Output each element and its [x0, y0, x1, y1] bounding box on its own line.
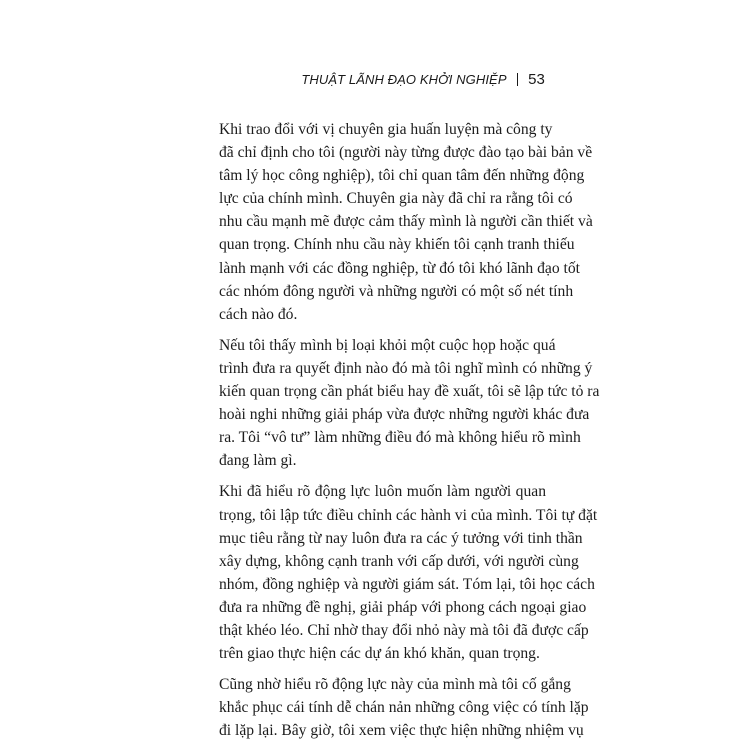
paragraph: [193, 480, 598, 665]
text-line: lực của chính mình. Chuyên gia này đã chỉ ra rằng tôi có: [219, 190, 573, 208]
paragraph: [193, 118, 593, 326]
text-line: đã chỉ định cho tôi (người này từng được đào tạo bài bản về: [219, 144, 593, 162]
text-line: Cũng nhờ hiểu rõ động lực này của mình mà tôi cố gắng: [219, 676, 571, 694]
text-line: hoài nghi những giải pháp vừa được những người khác đưa: [219, 406, 590, 424]
book-title: THUẬT LÃNH ĐẠO KHỞI NGHIỆP: [301, 72, 507, 87]
text-line: quan trọng. Chính nhu cầu này khiến tôi cạnh tranh thiếu: [219, 236, 575, 254]
paragraph: [193, 334, 600, 473]
text-line: Khi đã hiểu rõ động lực luôn muốn làm người quan: [219, 483, 546, 501]
page-number: 53: [528, 71, 545, 88]
text-line: trình đưa ra quyết định nào đó mà tôi nghĩ mình có những ý: [219, 359, 593, 377]
text-line: thật khéo léo. Chỉ nhờ thay đổi nhỏ này mà tôi đã được cấp: [219, 621, 589, 639]
text-line: tâm lý học công nghiệp), tôi chỉ quan tâm đến những động: [219, 167, 585, 185]
text-line: kiến quan trọng cần phát biểu hay đề xuất, tôi sẽ lập tức tỏ ra: [219, 383, 600, 401]
text-line: mục tiêu rằng từ nay luôn đưa ra các ý tưởng với tinh thần: [219, 529, 583, 547]
text-line: đi lặp lại. Bây giờ, tôi xem việc thực hiện những nhiệm vụ: [219, 722, 584, 740]
text-line: đang làm gì.: [219, 452, 297, 470]
text-line: đưa ra những đề nghị, giải pháp với phong cách ngoại giao: [219, 598, 587, 616]
text-line: trọng, tôi lập tức điều chỉnh các hành vi của mình. Tôi tự đặt: [219, 506, 598, 524]
text-line: cách nào đó.: [219, 305, 298, 323]
text-line: Nếu tôi thấy mình bị loại khỏi một cuộc họp hoặc quá: [219, 336, 556, 354]
running-head: [301, 71, 545, 88]
text-line: khắc phục cái tính dễ chán nản những công việc có tính lặp: [219, 699, 589, 717]
text-line: các nhóm đông người và những người có một số nét tính: [219, 282, 574, 300]
text-line: xây dựng, không cạnh tranh với cấp dưới, với người cùng: [219, 552, 579, 570]
text-line: Khi trao đổi với vị chuyên gia huấn luyện mà công ty: [219, 121, 553, 138]
text-line: ra. Tôi “vô tư” làm những điều đó mà không hiểu rõ mình: [219, 429, 581, 447]
header-separator: [517, 73, 519, 86]
body-text: [193, 118, 600, 750]
text-line: nhóm, đồng nghiệp và người giám sát. Tóm lại, tôi học cách: [219, 575, 595, 593]
text-line: nhu cầu mạnh mẽ được cảm thấy mình là người cần thiết và: [219, 213, 593, 231]
text-line: lành mạnh với các đồng nghiệp, từ đó tôi khó lãnh đạo tốt: [219, 259, 580, 277]
text-line: trên giao thực hiện các dự án khó khăn, quan trọng.: [219, 645, 540, 663]
paragraph: [193, 673, 589, 742]
